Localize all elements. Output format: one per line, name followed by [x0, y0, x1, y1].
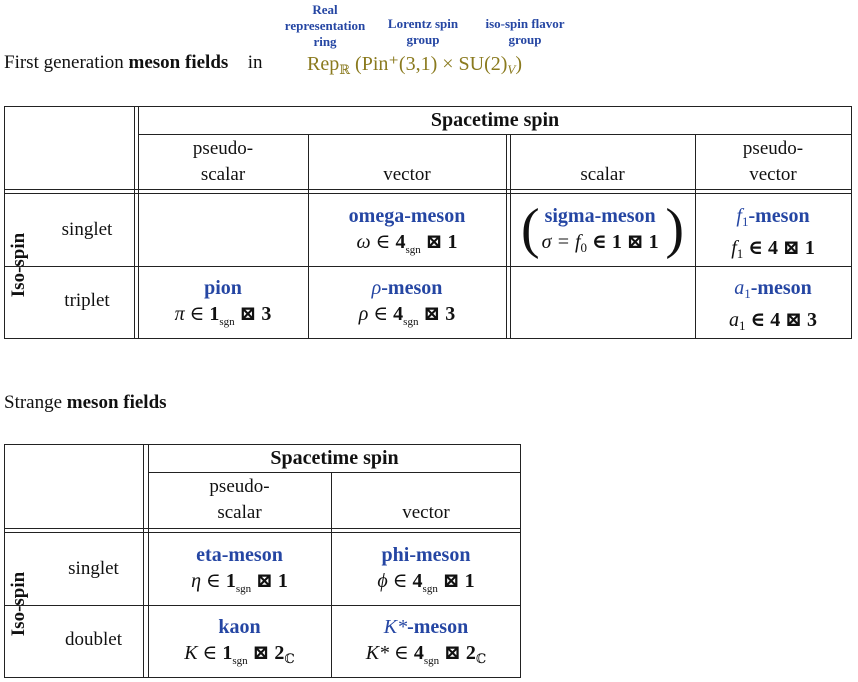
cell-omega-meson — [308, 203, 506, 263]
annotation-lorentz — [378, 16, 468, 48]
a1-name-post: -meson — [750, 277, 812, 299]
f1-sym: f — [731, 237, 737, 259]
sigma-rest: ∈ 1 ⊠ 1 — [587, 231, 659, 253]
phi-rest: ⊠ 1 — [437, 570, 475, 592]
heading2-bold: meson fields — [66, 392, 167, 413]
cell-pion — [138, 275, 308, 335]
table1-col-pseudovector — [695, 136, 851, 188]
phi-sub: sgn — [422, 583, 438, 595]
annotation-isospin-line1: iso-spin flavor — [485, 16, 565, 31]
cell-rho-meson — [308, 275, 506, 335]
eta-sub: sgn — [235, 583, 252, 595]
a1-name-sub: 1 — [744, 286, 751, 301]
cell-a1-meson — [695, 275, 851, 339]
annotation-isospin-line2: group — [508, 32, 542, 47]
f1-rest: ∈ 4 ⊠ 1 — [743, 237, 815, 259]
col4-line2: vector — [749, 164, 797, 185]
heading1-bold: meson fields — [128, 52, 229, 73]
phi-n: 4 — [412, 570, 423, 592]
f1-sub: 1 — [736, 246, 744, 261]
kstar-rest: ⊠ 2 — [439, 642, 476, 664]
col3-line2: scalar — [580, 164, 625, 185]
annotation-lorentz-line2: group — [406, 32, 440, 47]
kstar-field: ℂ — [475, 651, 487, 666]
omega-name: omega-meson — [348, 205, 466, 227]
col4-line1: pseudo- — [742, 138, 804, 159]
omega-sym: ω ∈ — [356, 231, 396, 253]
formula-ring: ℝ — [339, 62, 351, 77]
t2-col2-line2: vector — [402, 502, 450, 523]
f1-name-pre: f — [736, 205, 742, 227]
omega-n: 4 — [395, 231, 406, 253]
table2-col-pseudoscalar — [148, 474, 331, 526]
col1-line1: pseudo- — [192, 138, 254, 159]
kaon-sym: K ∈ — [184, 642, 223, 664]
kaon-rest: ⊠ 2 — [247, 642, 285, 664]
heading1-in: in — [247, 52, 263, 73]
a1-rest: ∈ 4 ⊠ 3 — [745, 309, 818, 331]
a1-sym: a — [728, 309, 739, 331]
sigma-sym: σ = f — [541, 231, 581, 253]
rho-name-pre: ρ — [371, 277, 382, 299]
rho-name-post: -meson — [381, 277, 443, 299]
table1-spacetime-header: Spacetime spin — [430, 109, 560, 131]
cell-phi-meson — [331, 542, 521, 602]
table2-row-singlet: singlet — [68, 558, 119, 579]
f1-name-post: -meson — [748, 205, 810, 227]
kstar-name-post: -meson — [407, 616, 469, 638]
cell-sigma-meson — [510, 198, 695, 261]
t2-col1-line1: pseudo- — [209, 476, 270, 497]
rho-sym: ρ ∈ — [358, 303, 394, 325]
kaon-sub: sgn — [232, 655, 248, 667]
table1-col-scalar — [510, 136, 695, 188]
cell-kaon — [148, 614, 331, 674]
sigma-sub0: 0 — [580, 240, 588, 255]
kaon-field: ℂ — [284, 651, 295, 666]
formula-close: ) — [515, 53, 523, 75]
annotation-ring-line2: representation — [284, 18, 366, 33]
a1-name-pre: a — [734, 277, 745, 299]
omega-sub: sgn — [405, 244, 421, 256]
cell-eta-meson — [148, 542, 331, 602]
heading-first-generation — [4, 52, 263, 74]
t2-col1-line2: scalar — [217, 502, 262, 523]
cell-kstar-meson — [331, 614, 521, 674]
rho-n: 4 — [393, 303, 404, 325]
eta-n: 1 — [225, 570, 236, 592]
table2-isospin-label: Iso-spin — [8, 571, 29, 637]
eta-sym: η ∈ — [191, 570, 226, 592]
annotation-lorentz-line1: Lorentz spin — [387, 16, 459, 31]
formula-sub: V — [507, 62, 516, 77]
heading-strange — [4, 392, 167, 414]
table2-row-doublet: doublet — [65, 629, 122, 650]
omega-rest: ⊠ 1 — [420, 231, 458, 253]
annotation-isospin — [470, 16, 580, 48]
table1-col-pseudoscalar — [138, 136, 308, 188]
sigma-paren-left: ( — [520, 198, 540, 260]
pion-n: 1 — [209, 303, 220, 325]
annotation-ring-line3: ring — [313, 34, 337, 49]
table1-isospin-label: Iso-spin — [8, 232, 29, 298]
kstar-sub: sgn — [423, 655, 440, 667]
sigma-paren-right: ) — [665, 198, 685, 260]
kstar-sym: K* ∈ — [365, 642, 414, 664]
annotation-ring — [270, 2, 380, 50]
col1-line2: scalar — [200, 164, 246, 185]
table1-col-vector — [308, 136, 506, 188]
phi-name: phi-meson — [381, 544, 471, 566]
cell-f1-meson — [695, 203, 851, 267]
pion-rest: ⊠ 3 — [234, 303, 272, 325]
heading2-prefix: Strange — [4, 392, 67, 413]
rho-rest: ⊠ 3 — [418, 303, 456, 325]
pion-sub: sgn — [219, 316, 235, 328]
col3-line1 — [510, 136, 695, 162]
annotation-ring-line1: Real — [312, 2, 338, 17]
col2-line2: vector — [383, 164, 431, 185]
sigma-name: sigma-meson — [544, 205, 656, 227]
phi-sym: ϕ ∈ — [377, 570, 413, 592]
rho-sub: sgn — [403, 316, 419, 328]
heading1-formula — [307, 51, 522, 78]
eta-rest: ⊠ 1 — [251, 570, 288, 592]
kaon-name: kaon — [218, 616, 261, 638]
heading1-prefix: First generation — [4, 52, 129, 73]
kstar-n: 4 — [413, 642, 424, 664]
col2-line1 — [308, 136, 506, 162]
formula-rep: Rep — [307, 53, 340, 75]
formula-body: (Pin⁺(3,1) × SU(2) — [355, 53, 508, 75]
pion-sym: π ∈ — [174, 303, 210, 325]
t2-col2-line1 — [331, 474, 521, 500]
table2-col-vector — [331, 474, 521, 526]
kstar-name-pre: K* — [383, 616, 408, 638]
a1-sub: 1 — [738, 318, 746, 333]
table1-row-triplet: triplet — [64, 290, 110, 311]
pion-name: pion — [204, 277, 242, 299]
table2-spacetime-header: Spacetime spin — [270, 447, 399, 469]
kaon-n: 1 — [222, 642, 233, 664]
f1-name-sub: 1 — [741, 214, 749, 229]
eta-name: eta-meson — [196, 544, 283, 566]
table1-row-singlet: singlet — [61, 219, 113, 240]
